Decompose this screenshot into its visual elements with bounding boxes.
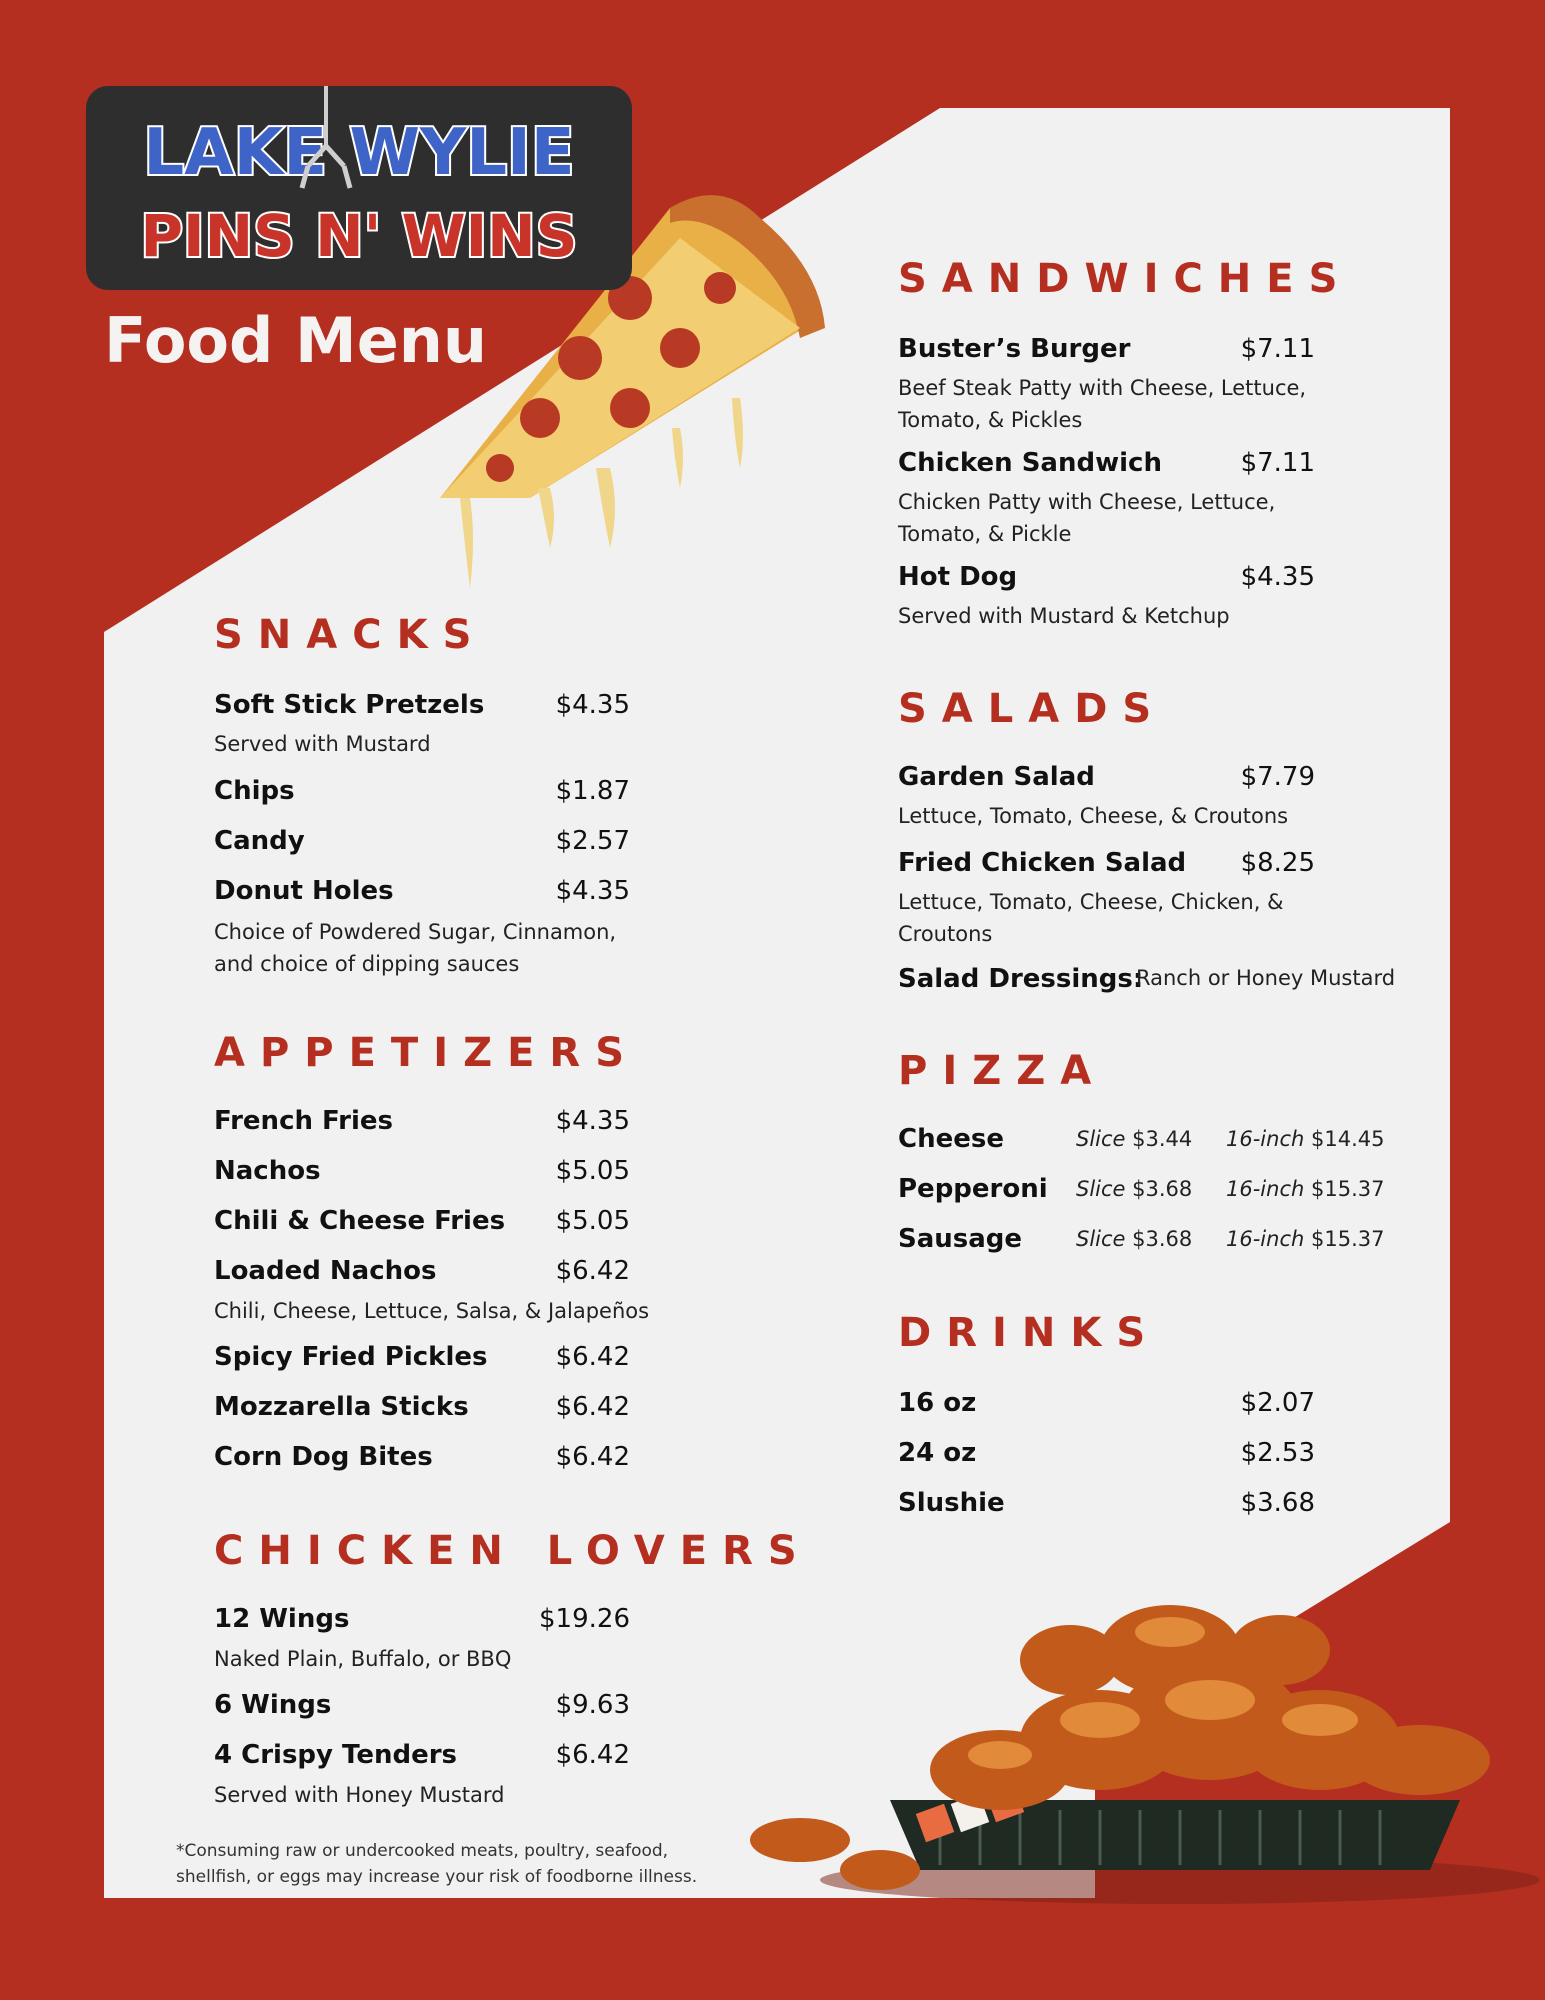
- menu-item-price: $8.25: [1240, 848, 1315, 878]
- menu-item-price: $6.42: [555, 1442, 630, 1472]
- menu-item-description: Tomato, & Pickles: [898, 408, 1083, 432]
- pizza-whole-price: [1226, 1177, 1384, 1201]
- menu-item-name: 4 Crispy Tenders: [214, 1740, 458, 1770]
- salad-dressings-label: Salad Dressings:: [898, 964, 1144, 994]
- snacks-heading: SNACKS: [214, 612, 487, 658]
- slice-price-value: $3.68: [1132, 1227, 1193, 1251]
- slice-price-value: $3.68: [1132, 1177, 1193, 1201]
- menu-item-description: Choice of Powdered Sugar, Cinnamon,: [214, 920, 617, 944]
- salad-dressings-value: Ranch or Honey Mustard: [1136, 966, 1396, 990]
- drinks-heading: DRINKS: [898, 1310, 1161, 1356]
- menu-item-price: $2.07: [1240, 1388, 1315, 1418]
- menu-item-name: Buster’s Burger: [898, 334, 1131, 364]
- menu-item-name: Cheese: [898, 1124, 1004, 1154]
- menu-item-name: 24 oz: [898, 1438, 977, 1468]
- menu-item-price: $1.87: [555, 776, 630, 806]
- whole-label: 16-inch: [1226, 1127, 1305, 1151]
- menu-item-price: $7.79: [1240, 762, 1315, 792]
- lake-wylie-pins-n-wins-logo: [86, 86, 632, 290]
- menu-item-description: Tomato, & Pickle: [898, 522, 1072, 546]
- slice-price-value: $3.44: [1132, 1127, 1193, 1151]
- menu-item-description: Served with Honey Mustard: [214, 1783, 505, 1807]
- menu-item-price: $3.68: [1240, 1488, 1315, 1518]
- menu-item-name: Chips: [214, 776, 295, 806]
- menu-item-description: and choice of dipping sauces: [214, 952, 520, 976]
- slice-label: Slice: [1076, 1127, 1126, 1151]
- menu-item-description: Lettuce, Tomato, Cheese, & Croutons: [898, 804, 1289, 828]
- menu-item-name: Pepperoni: [898, 1174, 1048, 1204]
- menu-item-price: $6.42: [555, 1256, 630, 1286]
- food-safety-disclaimer: [176, 1838, 736, 1890]
- menu-item-price: $4.35: [1240, 562, 1315, 592]
- slice-label: Slice: [1076, 1227, 1126, 1251]
- salads-heading: SALADS: [898, 686, 1167, 732]
- menu-item-name: Corn Dog Bites: [214, 1442, 433, 1472]
- chicken-lovers-heading: CHICKEN LOVERS: [214, 1528, 812, 1574]
- whole-label: 16-inch: [1226, 1227, 1305, 1251]
- menu-item-price: $19.26: [539, 1604, 630, 1634]
- menu-item-price: $6.42: [555, 1740, 630, 1770]
- menu-item-name: Garden Salad: [898, 762, 1095, 792]
- menu-item-price: $5.05: [555, 1206, 630, 1236]
- menu-item-name: Soft Stick Pretzels: [214, 690, 485, 720]
- menu-item-name: Slushie: [898, 1488, 1005, 1518]
- menu-item-price: $2.57: [555, 826, 630, 856]
- whole-label: 16-inch: [1226, 1177, 1305, 1201]
- menu-item-name: 6 Wings: [214, 1690, 332, 1720]
- menu-item-name: Chili & Cheese Fries: [214, 1206, 506, 1236]
- pizza-slice-price: [1076, 1227, 1192, 1251]
- menu-item-price: $7.11: [1240, 448, 1315, 478]
- menu-item-description: Served with Mustard & Ketchup: [898, 604, 1230, 628]
- menu-item-description: Naked Plain, Buffalo, or BBQ: [214, 1647, 512, 1671]
- menu-item-price: $9.63: [555, 1690, 630, 1720]
- svg-text:LAKE WYLIE: LAKE WYLIE: [143, 116, 575, 190]
- menu-item-name: Hot Dog: [898, 562, 1018, 592]
- menu-item-name: Donut Holes: [214, 876, 394, 906]
- menu-item-price: $4.35: [555, 876, 630, 906]
- menu-item-description: Chicken Patty with Cheese, Lettuce,: [898, 490, 1276, 514]
- menu-item-name: Mozzarella Sticks: [214, 1392, 469, 1422]
- pizza-whole-price: [1226, 1227, 1384, 1251]
- pizza-slice-price: [1076, 1177, 1192, 1201]
- slice-label: Slice: [1076, 1177, 1126, 1201]
- menu-item-description: Lettuce, Tomato, Cheese, Chicken, &: [898, 890, 1284, 914]
- menu-item-price: $4.35: [555, 1106, 630, 1136]
- menu-item-description: Croutons: [898, 922, 993, 946]
- menu-item-price: $4.35: [555, 690, 630, 720]
- pizza-whole-price: [1226, 1127, 1384, 1151]
- menu-item-price: $2.53: [1240, 1438, 1315, 1468]
- pizza-slice-price: [1076, 1127, 1192, 1151]
- menu-item-description: Beef Steak Patty with Cheese, Lettuce,: [898, 376, 1307, 400]
- menu-item-name: Candy: [214, 826, 305, 856]
- disclaimer-line: *Consuming raw or undercooked meats, poultry, seafood,: [176, 1841, 669, 1861]
- menu-item-description: Chili, Cheese, Lettuce, Salsa, & Jalapeños: [214, 1299, 650, 1323]
- appetizers-heading: APPETIZERS: [214, 1030, 640, 1076]
- menu-item-name: Chicken Sandwich: [898, 448, 1162, 478]
- menu-item-name: Nachos: [214, 1156, 321, 1186]
- menu-item-name: 12 Wings: [214, 1604, 350, 1634]
- whole-price-value: $14.45: [1311, 1127, 1385, 1151]
- menu-item-name: Spicy Fried Pickles: [214, 1342, 488, 1372]
- menu-item-price: $6.42: [555, 1342, 630, 1372]
- menu-item-name: Sausage: [898, 1224, 1023, 1254]
- menu-item-name: French Fries: [214, 1106, 393, 1136]
- whole-price-value: $15.37: [1311, 1177, 1385, 1201]
- menu-item-description: Served with Mustard: [214, 732, 431, 756]
- menu-item-price: $6.42: [555, 1392, 630, 1422]
- menu-item-name: Loaded Nachos: [214, 1256, 437, 1286]
- svg-text:PINS N' WINS: PINS N' WINS: [140, 202, 578, 270]
- page-title: Food Menu: [104, 304, 488, 377]
- menu-item-name: Fried Chicken Salad: [898, 848, 1187, 878]
- sandwiches-heading: SANDWICHES: [898, 256, 1353, 302]
- menu-item-price: $5.05: [555, 1156, 630, 1186]
- disclaimer-line: shellfish, or eggs may increase your risk of foodborne illness.: [176, 1867, 698, 1887]
- whole-price-value: $15.37: [1311, 1227, 1385, 1251]
- menu-item-price: $7.11: [1240, 334, 1315, 364]
- menu-item-name: 16 oz: [898, 1388, 977, 1418]
- pizza-heading: PIZZA: [898, 1048, 1107, 1094]
- chicken-wings-basket-image: [740, 1570, 1545, 1910]
